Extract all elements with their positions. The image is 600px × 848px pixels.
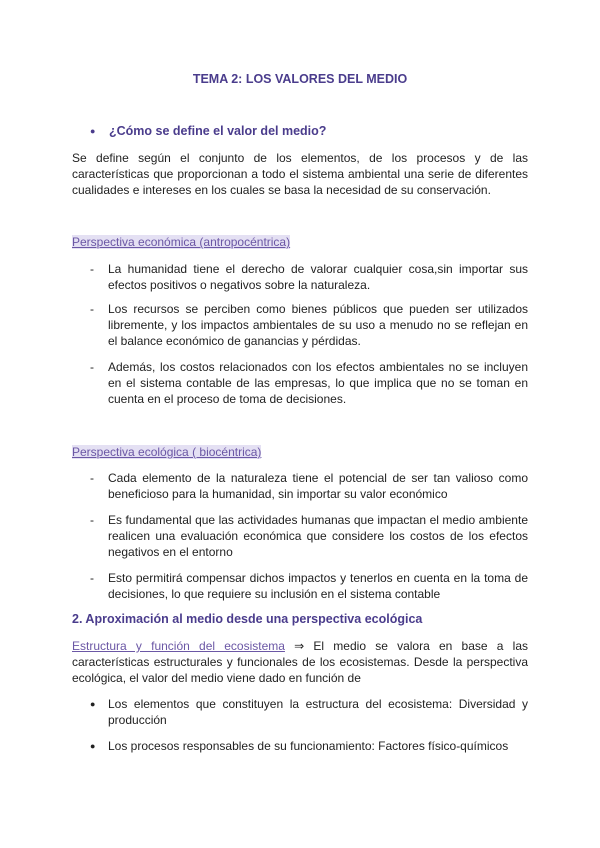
ecological-perspective-heading: Perspectiva ecológica ( biocéntrica) xyxy=(72,445,262,459)
list-item: - Los recursos se perciben como bienes públicos que pueden ser utilizados libremente, y los impactos ambientales de su uso a menudo no se reflejan en el balance económico de ganancias y pérdidas. xyxy=(90,302,528,348)
economic-perspective-heading: Perspectiva económica (antropocéntrica) xyxy=(72,235,291,249)
list-item: ● Los elementos que constituyen la estructura del ecosistema: Diversidad y producción xyxy=(90,697,528,727)
dash-marker: - xyxy=(90,471,94,485)
question-text: ¿Cómo se define el valor del medio? xyxy=(109,124,327,138)
bullet-icon: ● xyxy=(90,126,96,136)
list-item: - Cada elemento de la naturaleza tiene el potencial de ser tan valioso como beneficioso para la humanidad, sin importar su valor económico xyxy=(90,471,528,501)
dash-marker: - xyxy=(90,302,94,316)
list-item: - Es fundamental que las actividades humanas que impactan el medio ambiente realicen una evaluación económica que considere los costos de los efectos negativos en el entorno xyxy=(90,513,528,559)
implies-arrow: ⇒ xyxy=(284,639,314,653)
bullet-icon: ● xyxy=(90,741,96,751)
list-item: - La humanidad tiene el derecho de valorar cualquier cosa,sin importar sus efectos positivos o negativos sobre la naturaleza. xyxy=(90,262,528,292)
page-title: TEMA 2: LOS VALORES DEL MEDIO xyxy=(192,72,408,86)
list-item: - Esto permitirá compensar dichos impactos y tenerlos en cuenta en la toma de decisiones, lo que requiere su inclusión en el sistema contable xyxy=(90,571,528,601)
list-item: - Además, los costos relacionados con los efectos ambientales no se incluyen en el sistema contable de las empresas, lo que implica que no se toman en cuenta en el proceso de toma de decisiones. xyxy=(90,360,528,406)
dash-marker: - xyxy=(90,262,94,276)
definition-paragraph: Se define según el conjunto de los elementos, de los procesos y de las características que proporcionan a todo el sistema ambiental una serie de diferentes cualidades e intereses en los cuales se basa la necesidad de su conservación. xyxy=(72,151,528,197)
section-2-heading: 2. Aproximación al medio desde una perspectiva ecológica xyxy=(72,612,423,626)
dash-marker: - xyxy=(90,360,94,374)
dash-marker: - xyxy=(90,513,94,527)
dash-marker: - xyxy=(90,571,94,585)
question-bullet xyxy=(90,124,326,138)
list-item: ● Los procesos responsables de su funcionamiento: Factores físico-químicos xyxy=(90,739,509,753)
bullet-icon: ● xyxy=(90,699,96,709)
ecosystem-structure-link[interactable]: Estructura y función del ecosistema xyxy=(72,639,285,653)
ecosystem-paragraph xyxy=(72,638,528,686)
ecosystem-intro-text: El medio se valora en base a las características estructurales y funcionales de los ecosistemas. Desde la perspectiva ecológica, el valor del medio viene dado en función de xyxy=(72,639,528,685)
